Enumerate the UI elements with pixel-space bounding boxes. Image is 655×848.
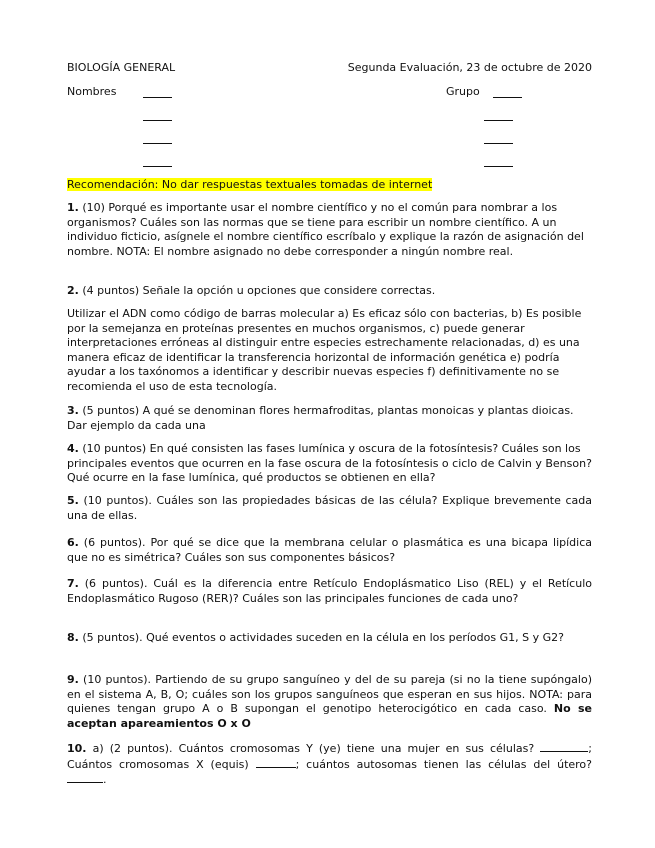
name-blank-3[interactable] — [143, 133, 172, 144]
group-blank-1[interactable] — [493, 87, 522, 98]
question-1 — [67, 201, 592, 259]
question-3 — [67, 404, 592, 433]
question-10 — [67, 741, 592, 788]
question-number: 10. — [67, 742, 87, 755]
question-text-c: ; cuántos autosomas tienen las células del útero? — [295, 757, 593, 771]
recommendation — [67, 178, 592, 193]
answer-blank-y[interactable] — [540, 741, 588, 752]
question-text-b: ; Cuántos cromosomas X (equis) — [67, 742, 592, 771]
answer-blank-autosomes[interactable] — [67, 772, 103, 783]
header — [67, 61, 592, 74]
question-number: 3. — [67, 404, 79, 417]
answer-blank-x[interactable] — [256, 757, 296, 768]
question-2-options: Utilizar el ADN como código de barras molecular a) Es eficaz sólo con bacterias, b) Es posible por la semejanza en proteínas presentes en muchos organismos, c) puede generar interpretaciones erróneas al distinguir entre especies estrechamente relacionadas, d) es una manera eficaz de identificar la transferencia horizontal de información genética e) podría ayudar a los taxónomos a identificar y describir nuevas especies f) definitivamente no se recomienda el uso de esta tecnología. — [67, 307, 582, 393]
question-number: 4. — [67, 442, 79, 455]
question-6 — [67, 536, 592, 565]
question-number: 6. — [67, 536, 79, 549]
question-text: (5 puntos). Qué eventos o actividades suceden en la célula en los períodos G1, S y G2? — [78, 631, 564, 644]
question-text: (4 puntos) Señale la opción u opciones que considere correctas. — [78, 284, 436, 297]
question-text: (10 puntos) En qué consisten las fases lumínica y oscura de la fotosíntesis? Cuáles son los principales eventos que ocurren en la fase oscura de la fotosíntesis o ciclo de Calvin y Benson? Qué ocurre en la fase lumínica, qué productos se obtienen en ella? — [67, 442, 592, 484]
course-title: BIOLOGÍA GENERAL — [67, 61, 176, 74]
question-8 — [67, 631, 592, 646]
question-bold-note: No se aceptan apareamientos O x O — [67, 702, 592, 730]
question-7 — [67, 577, 592, 606]
question-9 — [67, 673, 592, 731]
question-text: (6 puntos). Cuál es la diferencia entre Retículo Endoplásmatico Liso (REL) y el Retículo Endoplasmático Rugoso (RER)? Cuáles son las principales funciones de cada uno? — [67, 577, 592, 605]
group-label: Grupo — [446, 85, 480, 98]
question-text-a: a) (2 puntos). Cuántos cromosomas Y (ye) tiene una mujer en sus células? — [86, 742, 541, 755]
name-blank-4[interactable] — [143, 156, 172, 167]
question-text-d: . — [103, 773, 107, 786]
exam-title: Segunda Evaluación, 23 de octubre de 2020 — [347, 61, 592, 74]
group-blank-3[interactable] — [484, 133, 513, 144]
name-blank-2[interactable] — [143, 110, 172, 121]
question-number: 7. — [67, 577, 79, 590]
question-text: (5 puntos) A qué se denominan flores hermafroditas, plantas monoicas y plantas dioicas. Dar ejemplo da cada una — [67, 404, 574, 432]
question-5 — [67, 494, 592, 523]
group-blank-4[interactable] — [484, 156, 513, 167]
question-number: 8. — [67, 631, 79, 644]
question-text: (10 puntos). Partiendo de su grupo sanguíneo y del de su pareja (si no la tiene supóngalo) en el sistema A, B, O; cuáles son los grupos sanguíneos que esperan en sus hijos. NOTA: para quienes tengan grupo A o B supongan el genotipo heterocigótico en cada caso. — [67, 673, 592, 715]
question-number: 9. — [67, 673, 79, 686]
name-blank-1[interactable] — [143, 87, 172, 98]
question-number: 1. — [67, 201, 79, 214]
question-number: 5. — [67, 494, 79, 507]
question-number: 2. — [67, 284, 79, 297]
group-blank-2[interactable] — [484, 110, 513, 121]
question-4 — [67, 442, 592, 486]
question-text: (10 puntos). Cuáles son las propiedades básicas de las célula? Explique brevemente cada una de ellas. — [67, 494, 592, 522]
question-text: (10) Porqué es importante usar el nombre científico y no el común para nombrar a los organismos? Cuáles son las normas que se tiene para escribir un nombre científico. A un individuo ficticio, asígnele el nombre científico escríbalo y explique la razón de asignación del nombre. NOTA: El nombre asignado no debe corresponder a ningún nombre real. — [67, 201, 584, 258]
recommendation-text: Recomendación: No dar respuestas textuales tomadas de internet — [67, 178, 433, 191]
names-label: Nombres — [67, 85, 117, 98]
question-2 — [67, 284, 592, 299]
question-text: (6 puntos). Por qué se dice que la membrana celular o plasmática es una bicapa lipídica que no es simétrica? Cuáles son sus componentes básicos? — [67, 536, 592, 564]
